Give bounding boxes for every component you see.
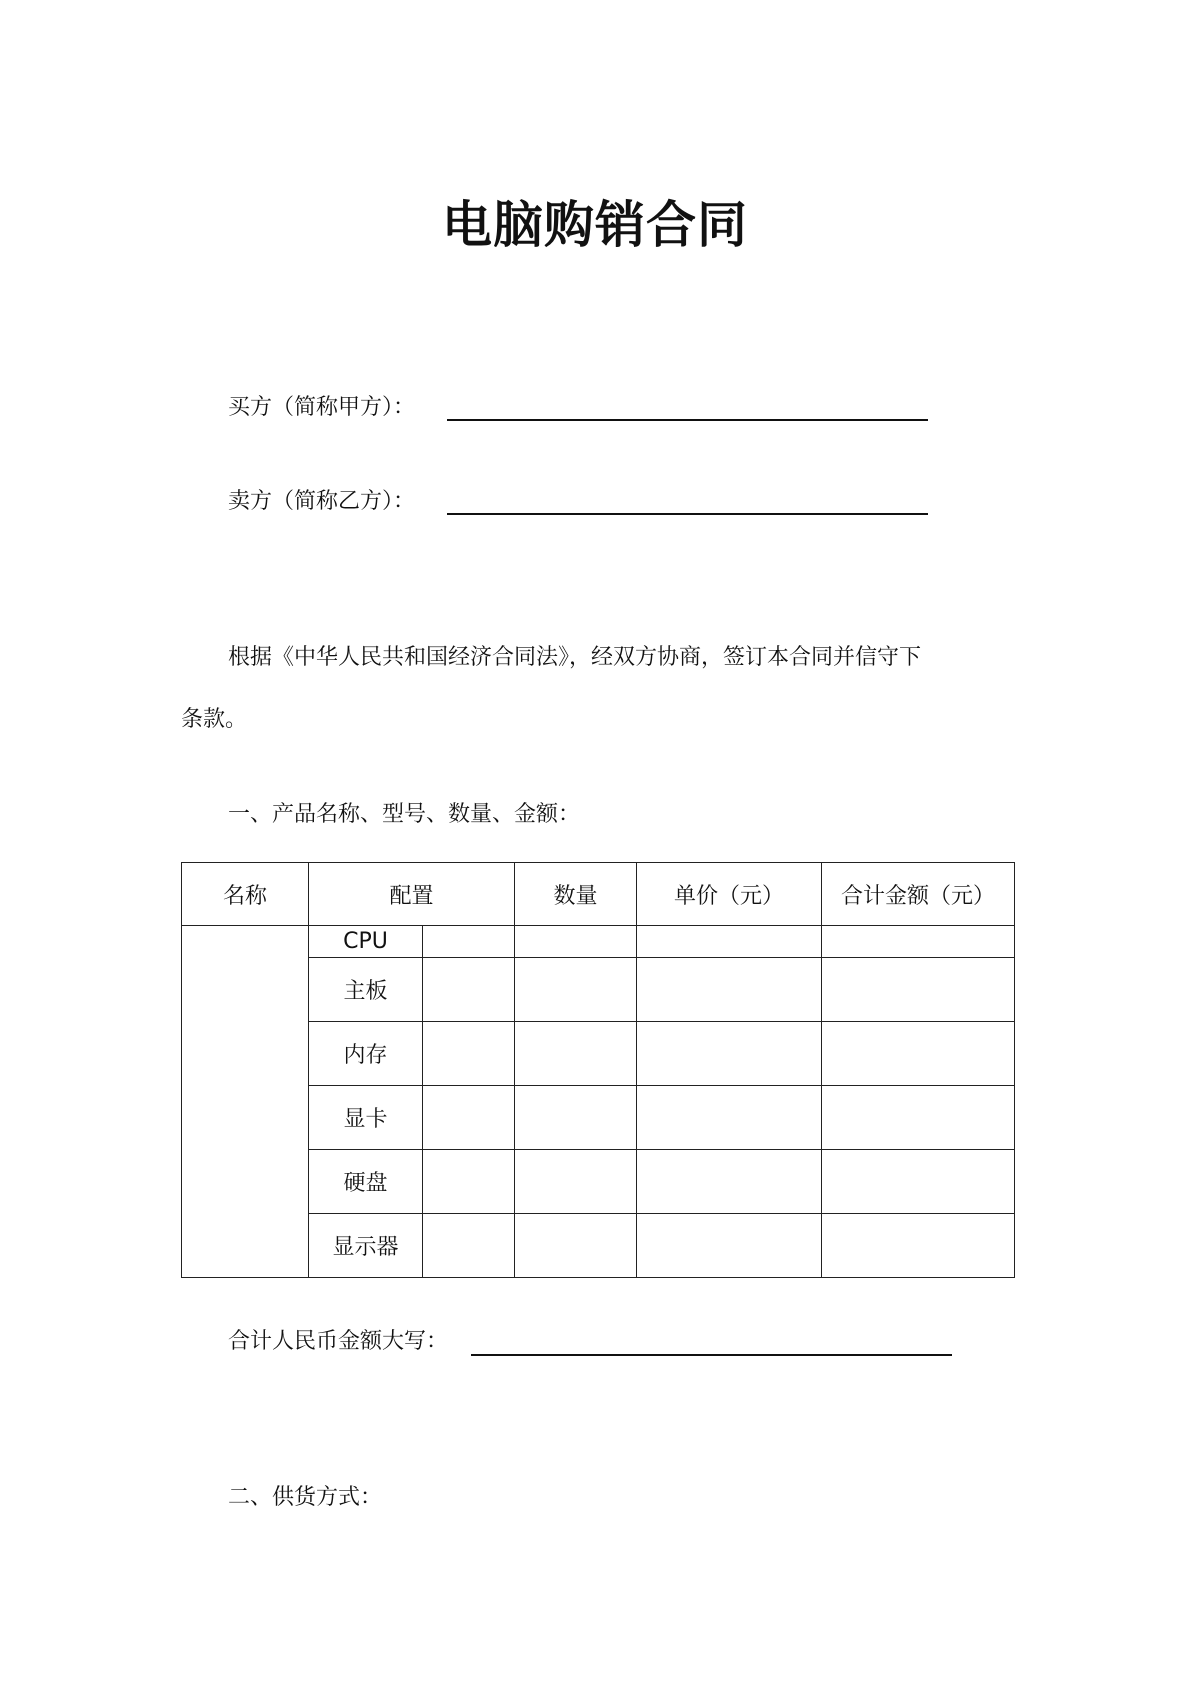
unit-price-cell[interactable] (637, 1150, 822, 1214)
component-label: 主板 (309, 958, 423, 1022)
total-rmb-label: 合计人民币金额大写： (228, 1329, 449, 1354)
component-spec-cell[interactable] (423, 958, 515, 1022)
component-spec-cell[interactable] (423, 1150, 515, 1214)
unit-price-cell[interactable] (637, 958, 822, 1022)
seller-fill-line[interactable] (447, 513, 928, 515)
total-cell[interactable] (822, 1214, 1015, 1278)
component-spec-cell[interactable] (423, 1214, 515, 1278)
table-row (182, 926, 1015, 958)
intro-paragraph-line1: 根据《中华人民共和国经济合同法》，经双方协商，签订本合同并信守下 (228, 645, 922, 670)
quantity-cell[interactable] (515, 1150, 637, 1214)
product-name-cell[interactable] (182, 926, 309, 1278)
unit-price-cell[interactable] (637, 1214, 822, 1278)
unit-price-cell[interactable] (637, 1022, 822, 1086)
header-total: 合计金额（元） (822, 863, 1015, 926)
header-quantity: 数量 (515, 863, 637, 926)
component-label: 硬盘 (309, 1150, 423, 1214)
total-cell[interactable] (822, 1086, 1015, 1150)
total-cell[interactable] (822, 1150, 1015, 1214)
header-unit-price: 单价（元） (637, 863, 822, 926)
contract-title: 电脑购销合同 (442, 196, 748, 254)
header-name: 名称 (182, 863, 309, 926)
total-cell[interactable] (822, 926, 1015, 958)
quantity-cell[interactable] (515, 1214, 637, 1278)
quantity-cell[interactable] (515, 926, 637, 958)
component-label: 内存 (309, 1022, 423, 1086)
component-label: CPU (309, 926, 423, 958)
section2-heading: 二、供货方式： (228, 1485, 383, 1510)
total-cell[interactable] (822, 958, 1015, 1022)
buyer-fill-line[interactable] (447, 419, 928, 421)
component-spec-cell[interactable] (423, 1022, 515, 1086)
component-label: 显卡 (309, 1086, 423, 1150)
quantity-cell[interactable] (515, 1022, 637, 1086)
intro-paragraph-line2: 条款。 (181, 707, 248, 732)
table-header-row (182, 863, 1015, 926)
buyer-label: 买方（简称甲方）： (228, 395, 416, 420)
quantity-cell[interactable] (515, 958, 637, 1022)
unit-price-cell[interactable] (637, 1086, 822, 1150)
seller-label: 卖方（简称乙方）： (228, 489, 416, 514)
product-table (181, 862, 1015, 1278)
section1-heading: 一、产品名称、型号、数量、金额： (228, 802, 581, 827)
quantity-cell[interactable] (515, 1086, 637, 1150)
total-cell[interactable] (822, 1022, 1015, 1086)
component-spec-cell[interactable] (423, 926, 515, 958)
total-rmb-fill-line[interactable] (471, 1354, 952, 1356)
header-config: 配置 (309, 863, 515, 926)
component-spec-cell[interactable] (423, 1086, 515, 1150)
unit-price-cell[interactable] (637, 926, 822, 958)
component-label: 显示器 (309, 1214, 423, 1278)
